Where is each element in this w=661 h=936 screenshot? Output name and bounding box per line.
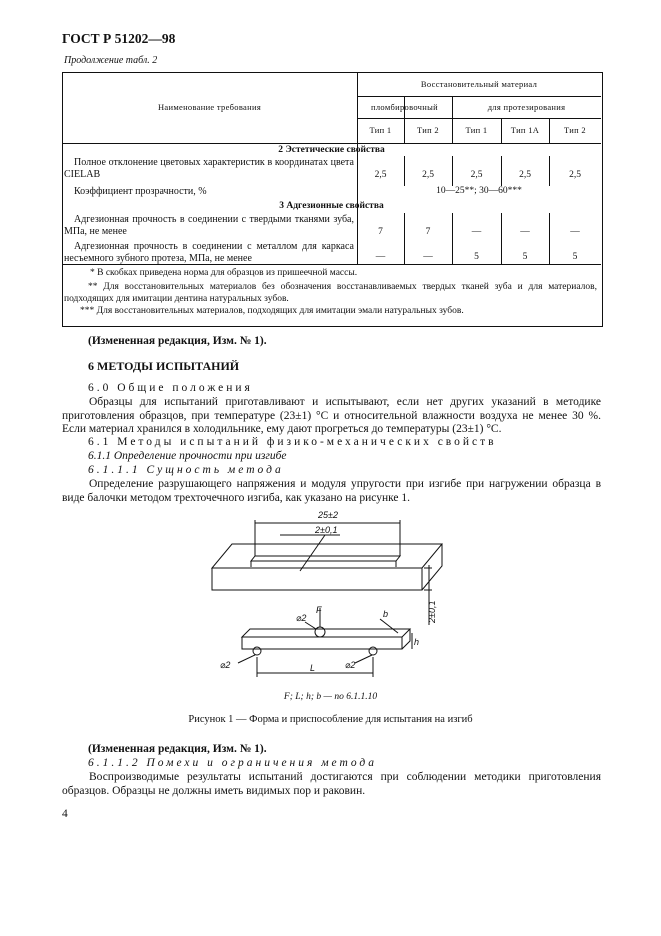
subsection-6-1-1-1: 6.1.1.1 Сущность метода (88, 464, 284, 476)
row-adhesion-metal-label: Адгезионная прочность в соединении с металлом для каркаса несъемного зубного протеза, МПа, не менее (64, 241, 354, 264)
row-adhesion-tooth-label: Адгезионная прочность в соединении с твердыми тканями зуба, МПа, не менее (64, 214, 354, 237)
subsection-6-1: 6.1 Методы испытаний физико-механических свойств (88, 436, 497, 448)
row-transparency-label: Коэффициент прозрачности, % (74, 186, 207, 197)
left-support (253, 647, 261, 655)
row-adhesion-metal-value: — (375, 252, 386, 262)
amendment-note: (Измененная редакция, Изм. № 1). (88, 335, 267, 347)
fig-diam-right: ⌀2 (345, 660, 356, 670)
col-filling-header: пломбировочный (371, 102, 438, 112)
row-color-value: 2,5 (569, 170, 581, 180)
paragraph-6-1-1-1: Определение разрушающего напряжения и модуля упругости при изгибе при нагружении образца в виде балочки методом трехточечного изгиба, как указано на рисунке 1. (62, 478, 601, 504)
bending-test-figure (200, 505, 450, 685)
type-header: Тип 1 (465, 125, 488, 135)
row-adhesion-tooth-value: — (570, 227, 580, 237)
col-material-header: Восстановительный материал (420, 79, 538, 89)
subsection-6-1-1: 6.1.1 Определение прочности при изгибе (88, 450, 287, 462)
type-header: Тип 1А (510, 125, 540, 135)
table-note-2: ** Для восстановительных материалов без обозначения восстанавливаемых твердых тканей зуба и для материалов, подходящих для имитации дентина натуральных зубов. (64, 282, 597, 304)
type-header: Тип 1 (369, 125, 392, 135)
paragraph-6-1-1-2: Воспроизводимые результаты испытаний достигаются при соблюдении методики приготовления образцов. Образцы не должны иметь видимых пор и раковин. (62, 771, 601, 797)
row-adhesion-metal-value: — (423, 252, 433, 262)
fig-label-b: b (383, 609, 389, 619)
section-adhesive: 3 Адгезионные свойства (279, 201, 384, 211)
row-adhesion-tooth-value: — (520, 227, 530, 237)
row-adhesion-metal-value: 5 (522, 252, 528, 262)
fig-label-L: L (310, 663, 316, 673)
col-prosthetic-header: для протезирования (487, 102, 566, 112)
fig-dim-height: 2±0,1 (427, 600, 437, 623)
mold-side-face (422, 544, 442, 590)
mold-front-face (212, 568, 422, 590)
fig-label-h: h (414, 637, 420, 647)
specimen-top (242, 629, 410, 637)
table-continuation: Продолжение табл. 2 (64, 55, 158, 66)
row-color-value: 2,5 (422, 170, 434, 180)
right-support (369, 647, 377, 655)
type-header: Тип 2 (564, 125, 586, 135)
fig-diam-left: ⌀2 (220, 660, 231, 670)
subsection-6-1-1-2-text: 6.1.1.2 Помехи и ограничения метода (88, 757, 377, 769)
table-note-1: * В скобках приведена норма для образцов из пришеечной массы. (90, 268, 358, 278)
row-transparency-value: 10—25**; 30—60*** (436, 186, 522, 196)
subsection-6-1-1-2 (88, 757, 377, 771)
row-color-value: 2,5 (470, 170, 483, 180)
mold-slot (251, 556, 400, 561)
section-heading-6: 6 МЕТОДЫ ИСПЫТАНИЙ (88, 359, 240, 373)
fig-diam-top: ⌀2 (296, 613, 307, 623)
section-aesthetic: 2 Эстетические свойства (278, 145, 385, 155)
document-header: ГОСТ Р 51202—98 (62, 31, 176, 46)
row-adhesion-tooth-value: 7 (378, 227, 383, 237)
row-adhesion-tooth-value: — (471, 227, 482, 237)
fig-dim-length: 25±2 (318, 510, 338, 520)
row-color-deviation-label: Полное отклонение цветовых характеристик в координатах цвета CIELAB (64, 157, 354, 180)
row-color-value: 2,5 (519, 170, 531, 180)
row-adhesion-tooth-value: 7 (425, 227, 431, 237)
fig-label-F: F (316, 605, 322, 615)
figure-caption: Рисунок 1 — Форма и приспособление для испытания на изгиб (188, 714, 473, 725)
row-adhesion-metal-value: 5 (572, 252, 578, 262)
col-requirement-header: Наименование требования (157, 102, 262, 112)
subsection-6-0: 6.0 Общие положения (88, 382, 253, 394)
type-header: Тип 2 (417, 125, 439, 135)
row-color-value: 2,5 (374, 170, 387, 180)
fig-dim-width: 2±0,1 (315, 525, 338, 535)
page-number: 4 (62, 808, 68, 820)
table-note-3: *** Для восстановительных материалов, подходящих для имитации эмали натуральных зубов. (80, 306, 464, 316)
row-adhesion-metal-value: 5 (474, 252, 479, 262)
amendment-note: (Измененная редакция, Изм. № 1). (88, 743, 267, 755)
paragraph-6-0: Образцы для испытаний приготавливают и испытывают, если нет других указаний в методике приготовления образцов, при температуре (23±1) °С и относительной влажности воздуха не менее 30 %. Если материал хранился в холодильнике, ему дают прогреться до температуры (23±1) °С. (62, 396, 601, 435)
figure-note: F; L; h; b — по 6.1.1.10 (283, 692, 378, 702)
